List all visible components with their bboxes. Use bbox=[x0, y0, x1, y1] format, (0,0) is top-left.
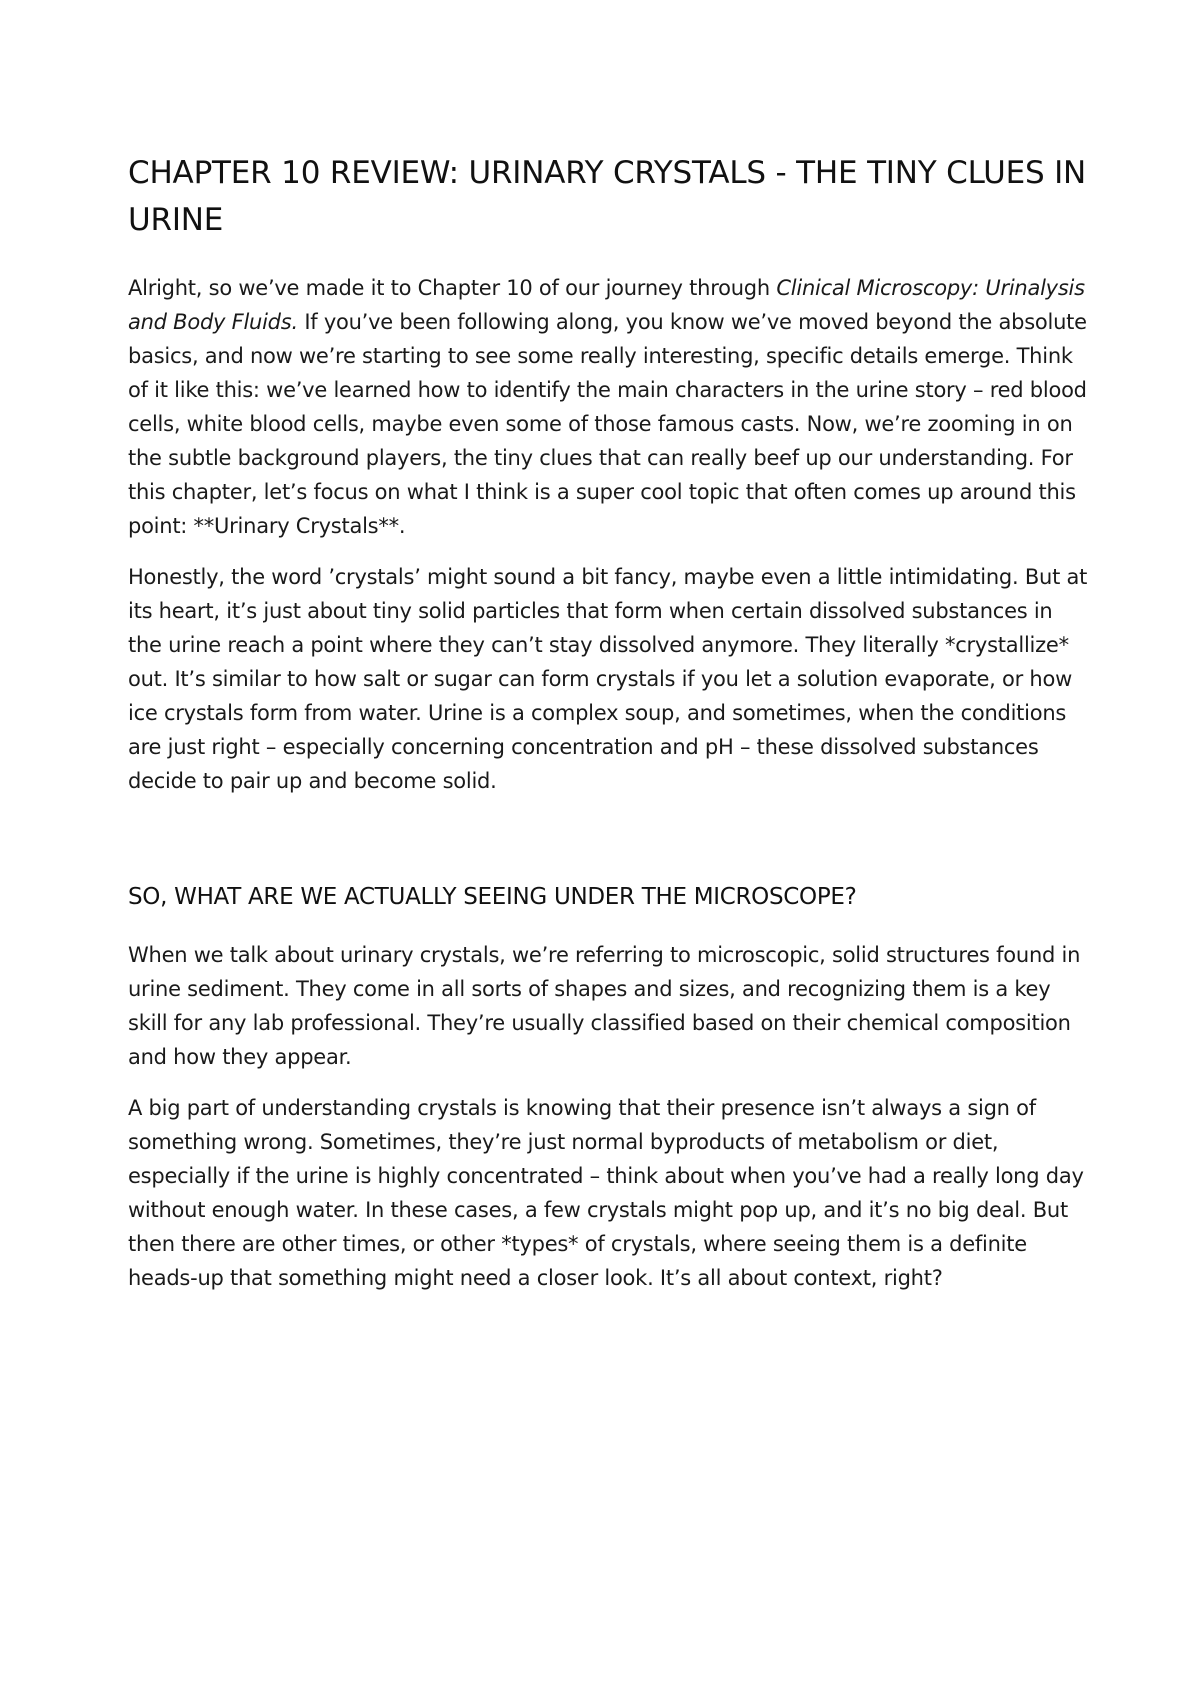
intro-text-end: If you’ve been following along, you know we’ve moved beyond the absolute basics, and now we’re starting to see some really interesting, specific details emerge. Think of it like this: we’ve learned how to identify the main characters in the urine story – red blood cells, white blood cells, maybe even some of those famous casts. Now, we’re zooming in on the subtle background players, the tiny clues that can really beef up our understanding. For this chapter, let’s focus on what I think is a super cool topic that often comes up around this point: **Urinary Crystals**. bbox=[128, 310, 1087, 538]
crystals-definition-paragraph: Honestly, the word ’crystals’ might sound a bit fancy, maybe even a little intimidating. But at its heart, it’s just about tiny solid particles that form when certain dissolved substances in the urine reach a point where they can’t stay dissolved anymore. They literally *crystallize* out. It’s similar to how salt or sugar can form crystals if you let a solution evaporate, or how ice crystals form from water. Urine is a complex soup, and sometimes, when the conditions are just right – especially concerning concentration and pH – these dissolved substances decide to pair up and become solid. bbox=[128, 565, 1088, 793]
microscope-paragraph: When we talk about urinary crystals, we’re referring to microscopic, solid structures found in urine sediment. They come in all sorts of shapes and sizes, and recognizing them is a key skill for any lab professional. They’re usually classified based on their chemical composition and how they appear. bbox=[128, 943, 1081, 1069]
context-paragraph: A big part of understanding crystals is knowing that their presence isn’t always a sign of something wrong. Sometimes, they’re just normal byproducts of metabolism or diet, especially if the urine is highly concentrated – think about when you’ve had a really long day without enough water. In these cases, a few crystals might pop up, and it’s no big deal. But then there are other times, or other *types* of crystals, where seeing them is a definite heads-up that something might need a closer look. It’s all about context, right? bbox=[128, 1096, 1084, 1290]
book-title: Clinical Microscopy: Urinalysis and Body Fluids. bbox=[128, 276, 1085, 334]
document-body bbox=[128, 150, 1088, 1295]
chapter-title: CHAPTER 10 REVIEW: URINARY CRYSTALS - THE TINY CLUES IN URINE bbox=[128, 155, 1087, 238]
intro-text-start: Alright, so we’ve made it to Chapter 10 of our journey through bbox=[128, 276, 777, 300]
intro-paragraph bbox=[128, 271, 1088, 543]
section-heading: SO, WHAT ARE WE ACTUALLY SEEING UNDER THE MICROSCOPE? bbox=[128, 884, 857, 910]
